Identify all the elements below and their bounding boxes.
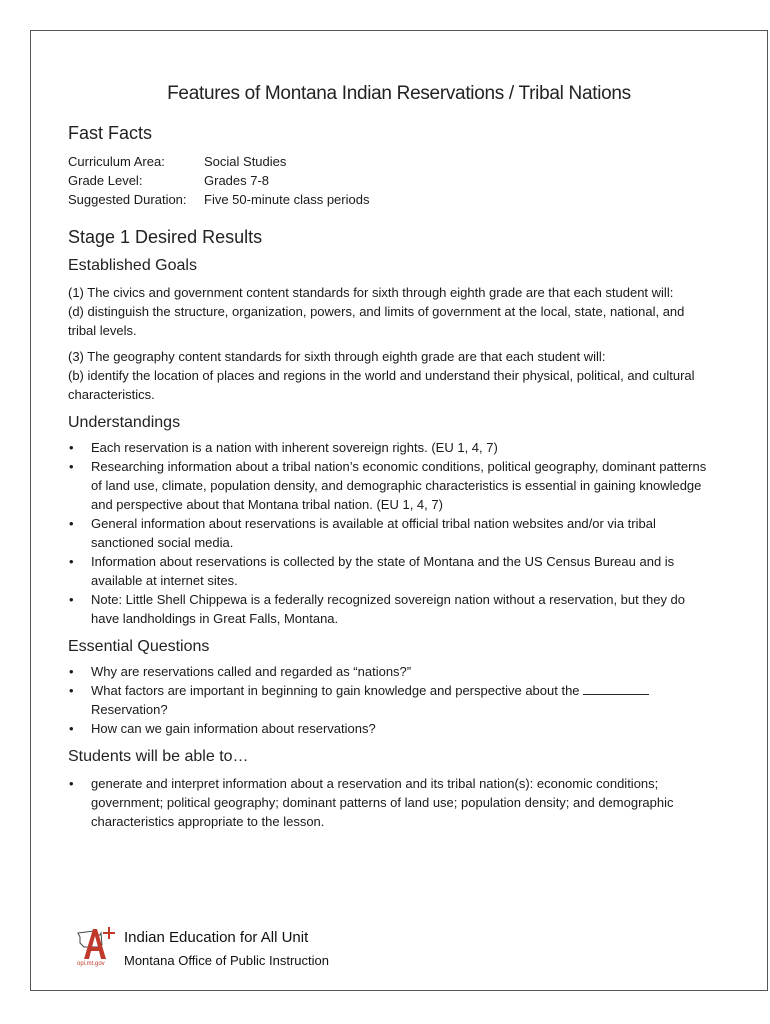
- goal-1-subtext: (d) distinguish the structure, organization, powers, and limits of government at the local, state, national, and tribal levels.: [68, 304, 685, 338]
- fact-row-curriculum: [68, 152, 708, 171]
- list-item: • Why are reservations called and regarded as “nations?”: [68, 662, 708, 681]
- essential-questions-list: [68, 662, 708, 738]
- fast-facts-heading: Fast Facts: [68, 123, 153, 143]
- goal-3-subtext: (b) identify the location of places and regions in the world and understand their physical, political, and cultural characteristics.: [68, 368, 695, 402]
- essential-questions-heading: Essential Questions: [68, 638, 210, 655]
- list-item: [68, 681, 708, 719]
- fact-label: Curriculum Area:: [68, 154, 165, 169]
- fact-value: Social Studies: [204, 154, 287, 169]
- fact-value: Grades 7-8: [204, 173, 270, 188]
- fact-value: Five 50-minute class periods: [204, 192, 370, 207]
- goal-3-text: (3) The geography content standards for sixth through eighth grade are that each student will:: [68, 349, 606, 364]
- established-goals-heading: Established Goals: [68, 257, 197, 274]
- fact-label: Suggested Duration:: [68, 192, 187, 207]
- footer-office-name: Montana Office of Public Instruction: [124, 953, 329, 968]
- list-item: • General information about reservations is available at official tribal nation websites and/or via tribal sanctioned social media.: [68, 514, 708, 552]
- list-item: • Note: Little Shell Chippewa is a federally recognized sovereign nation without a reservation, but they do have landholdings in Great Falls, Montana.: [68, 590, 708, 628]
- understandings-list: [68, 438, 708, 628]
- fill-in-blank: [583, 682, 649, 695]
- document-title: Features of Montana Indian Reservations / Tribal Nations: [167, 83, 631, 104]
- document-content: [68, 123, 708, 831]
- understandings-heading: Understandings: [68, 414, 181, 431]
- students-list: [68, 774, 708, 831]
- list-item: • Each reservation is a nation with inherent sovereign rights. (EU 1, 4, 7): [68, 438, 708, 457]
- question-text: What factors are important in beginning to gain knowledge and perspective about the: [91, 683, 580, 698]
- opi-url: opi.mt.gov: [77, 961, 105, 967]
- list-item: • generate and interpret information about a reservation and its tribal nation(s): economic conditions; government; political geography; dominant patterns of land use; population density; and demographic characteristics appropriate to the lesson.: [68, 774, 708, 831]
- list-item: • Researching information about a tribal nation’s economic conditions, political geography, dominant patterns of land use, climate, population density, and demographic characteristics is essential in gaining knowledge and perspective about that Montana tribal nation. (EU 1, 4, 7): [68, 457, 708, 514]
- footer-unit-name: Indian Education for All Unit: [124, 929, 309, 946]
- list-item: • Information about reservations is collected by the state of Montana and the US Census Bureau and is available at internet sites.: [68, 552, 708, 590]
- stage1-heading: Stage 1 Desired Results: [68, 227, 263, 247]
- question-text: Reservation?: [91, 702, 168, 717]
- fact-label: Grade Level:: [68, 173, 143, 188]
- document-page: [30, 30, 768, 991]
- list-item: • How can we gain information about reservations?: [68, 719, 708, 738]
- fast-facts-table: [68, 152, 708, 209]
- footer-logo: [74, 923, 394, 979]
- fact-row-duration: [68, 190, 708, 209]
- fact-row-grade: [68, 171, 708, 190]
- students-heading: Students will be able to…: [68, 748, 249, 765]
- goal-1-text: (1) The civics and government content standards for sixth through eighth grade are that each student will:: [68, 285, 674, 300]
